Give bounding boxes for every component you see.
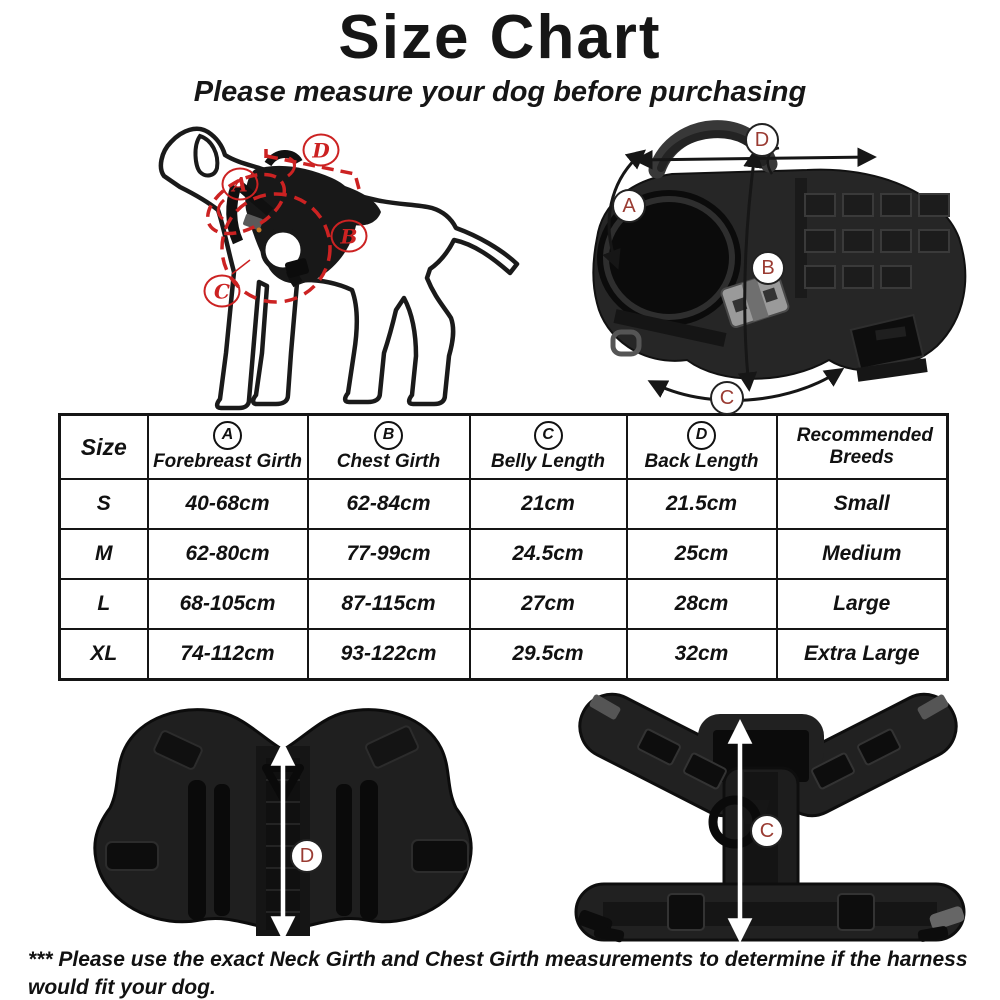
- dog-outline-illustration: [140, 112, 570, 422]
- marker-b-photo: B: [751, 251, 785, 285]
- marker-c-underside: C: [750, 814, 784, 848]
- harness-flat-illustration: [70, 688, 510, 946]
- marker-a-photo: A: [612, 189, 646, 223]
- table-row: L 68-105cm 87-115cm 27cm 28cm Large: [60, 579, 948, 629]
- marker-d-dog: D: [303, 134, 340, 167]
- letter-a-badge: A: [213, 421, 242, 450]
- marker-c-dog: C: [204, 275, 241, 308]
- letter-c-badge: C: [534, 421, 563, 450]
- size-cell: L: [60, 579, 148, 629]
- letter-d-badge: D: [687, 421, 716, 450]
- size-table: [58, 413, 949, 681]
- letter-b-badge: B: [374, 421, 403, 450]
- col-header-chest: B Chest Girth: [308, 415, 470, 480]
- col-header-belly: C Belly Length: [470, 415, 627, 480]
- size-cell: S: [60, 479, 148, 529]
- dog-measurement-diagram: [140, 112, 570, 422]
- marker-d-flat: D: [290, 839, 324, 873]
- col-header-breeds: Recommended Breeds: [777, 415, 948, 480]
- harness-side-photo: [557, 108, 987, 410]
- marker-d-photo: D: [745, 123, 779, 157]
- table-row: XL 74-112cm 93-122cm 29.5cm 32cm Extra Large: [60, 629, 948, 680]
- table-row: M 62-80cm 77-99cm 24.5cm 25cm Medium: [60, 529, 948, 579]
- marker-b-dog: B: [331, 220, 368, 253]
- page-subtitle: Please measure your dog before purchasing: [193, 76, 807, 108]
- size-cell: M: [60, 529, 148, 579]
- col-header-size: Size: [60, 415, 148, 480]
- marker-a-dog: A: [222, 168, 259, 201]
- table-row: S 40-68cm 62-84cm 21cm 21.5cm Small: [60, 479, 948, 529]
- marker-c-photo: C: [710, 381, 744, 415]
- harness-underside-photo: [548, 688, 990, 948]
- col-header-back: D Back Length: [627, 415, 777, 480]
- page-title: Size Chart: [338, 3, 662, 72]
- table-header-row: [60, 415, 948, 480]
- size-cell: XL: [60, 629, 148, 680]
- harness-top-view-photo: [70, 688, 510, 946]
- col-header-forebreast: A Forebreast Girth: [148, 415, 308, 480]
- measurement-note: *** Please use the exact Neck Girth and Chest Girth measurements to determine if the harness would fit your dog.: [28, 948, 968, 999]
